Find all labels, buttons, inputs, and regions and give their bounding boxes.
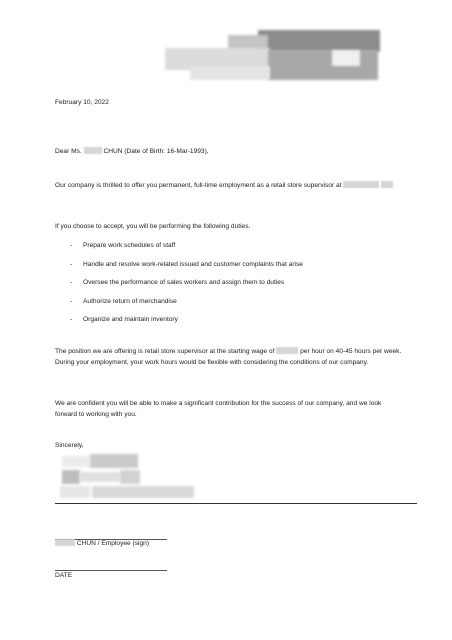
confidence-paragraph: We are confident you will be able to make a significant contribution for the success of our company, and we look forward to working with you. xyxy=(55,400,382,418)
salutation xyxy=(55,147,209,157)
intro-paragraph xyxy=(55,181,405,192)
bullet-marker: - xyxy=(70,316,73,323)
duty-item: Handle and resolve work-related issued and customer complaints that arise xyxy=(83,261,303,268)
date-label: DATE xyxy=(55,572,73,579)
salutation-suffix: CHUN (Date of Birth: 16-Mar-1993), xyxy=(103,148,209,155)
bullet-marker: - xyxy=(70,242,73,249)
salutation-prefix: Dear Ms. xyxy=(55,148,82,155)
letter-date: February 10, 2022 xyxy=(55,99,109,106)
wage-text-2: per hour on 40-45 hours per week. During your employment, your work hours would be flexible with considering the conditions of our company. xyxy=(55,348,402,366)
duty-item: Authorize return of merchandise xyxy=(83,298,177,305)
bullet-marker: - xyxy=(70,261,73,268)
duties-intro: If you choose to accept, you will be performing the following duties. xyxy=(55,223,251,230)
employee-sign-label xyxy=(55,539,149,549)
employee-sign-text: CHUN / Employee (sign) xyxy=(76,540,150,547)
redacted-wage xyxy=(276,347,298,354)
divider-line xyxy=(55,503,417,504)
redacted-first-name xyxy=(84,147,102,154)
wage-paragraph xyxy=(55,347,403,368)
bullet-marker: - xyxy=(70,279,73,286)
redacted-company-name xyxy=(343,181,379,188)
bullet-marker: - xyxy=(70,298,73,305)
wage-text-1: The position we are offering is retail store supervisor at the starting wage of xyxy=(55,348,275,355)
duty-item: Oversee the performance of sales workers and assign them to duties xyxy=(83,279,285,286)
intro-text: Our company is thrilled to offer you permanent, full-time employment as a retail store supervisor at xyxy=(55,182,342,189)
redacted-employee-name xyxy=(55,539,75,546)
closing: Sincerely, xyxy=(55,442,84,449)
redacted-company-name-2 xyxy=(381,181,393,188)
duty-item: Prepare work schedules of staff xyxy=(83,242,176,249)
duty-item: Organize and maintain inventory xyxy=(83,316,178,323)
